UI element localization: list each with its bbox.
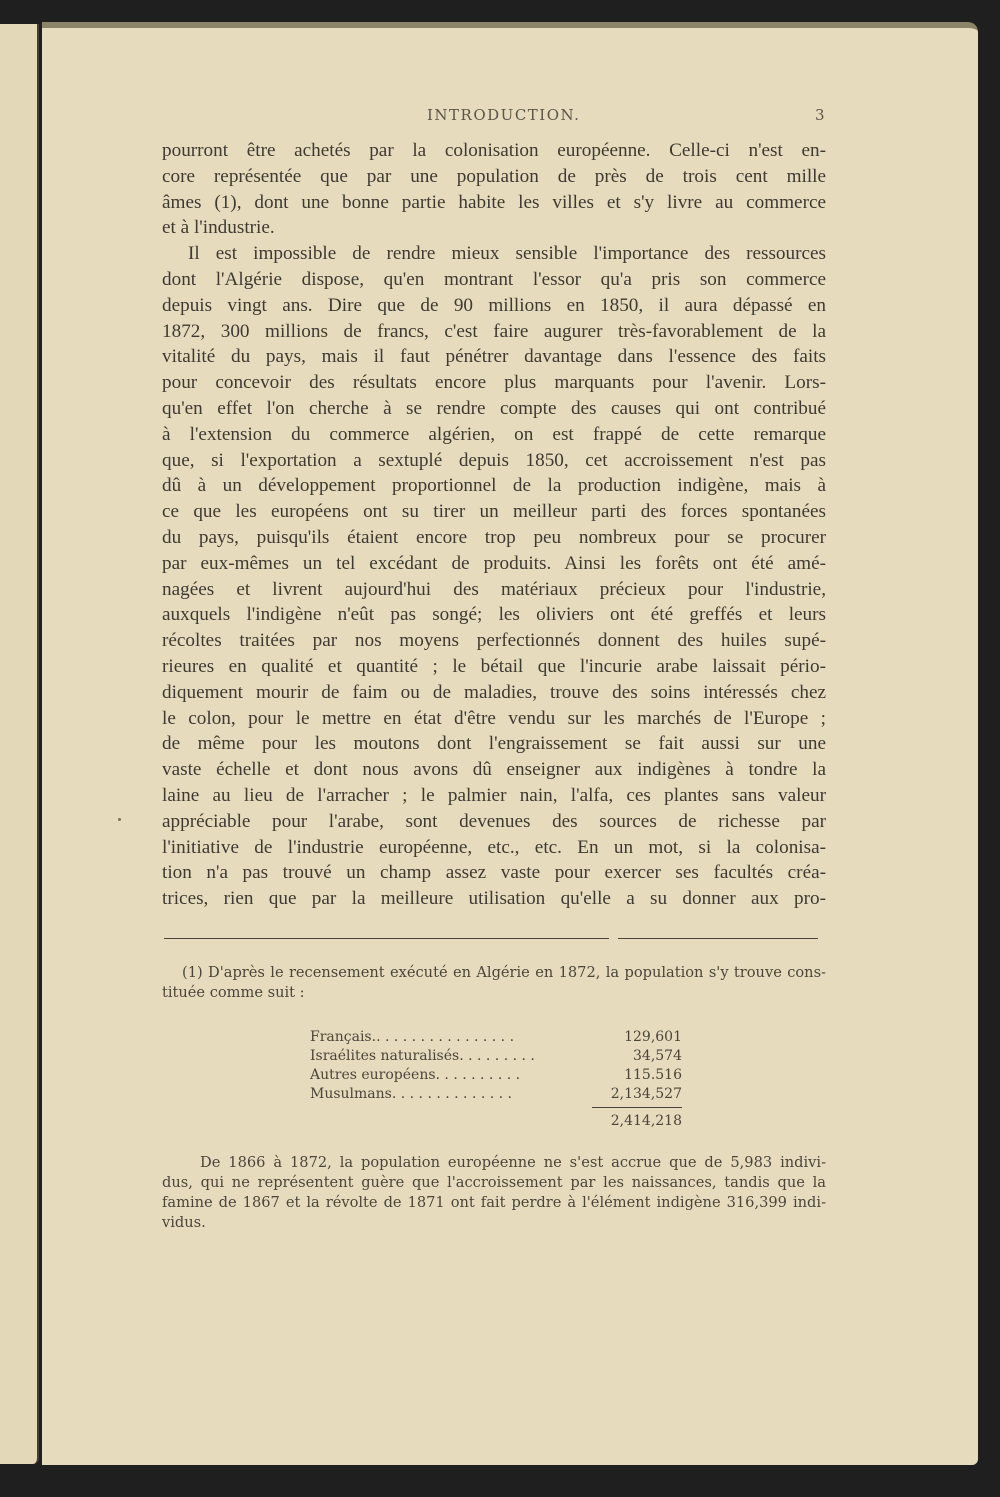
table-row: [310, 1028, 682, 1047]
text-line: que, si l'exportation a sextuplé depuis 1850, cet accroissement n'est pas: [162, 449, 826, 471]
row-label: Autres européens. . . . . . . . . .: [310, 1067, 521, 1083]
total-value: 2,414,218: [610, 1113, 682, 1129]
footnote-line: tituée comme suit :: [162, 984, 305, 1001]
text-line: Il est impossible de rendre mieux sensible l'importance des ressources: [188, 243, 826, 265]
text-line: diquement mourir de faim ou de maladies, trouve des soins intéressés chez: [162, 681, 826, 703]
text-line: à l'extension du commerce algérien, on est frappé de cette remarque: [162, 423, 826, 445]
text-line: vaste échelle et dont nous avons dû enseigner aux indigènes à tondre la: [162, 759, 826, 781]
text-line: appréciable pour l'arabe, sont devenues des sources de richesse par: [162, 810, 826, 832]
footnote-line: De 1866 à 1872, la population européenne ne s'est accrue que de 5,983 indivi-: [200, 1154, 826, 1171]
sum-rule: [592, 1107, 682, 1108]
text-line: qu'en effet l'on cherche à se rendre compte des causes qui ont contribué: [162, 397, 826, 419]
text-line: par eux-mêmes un tel excédant de produits. Ainsi les forêts ont été amé-: [162, 552, 826, 574]
footnote-line: vidus.: [162, 1214, 206, 1231]
facing-page-edge: [0, 24, 39, 1464]
text-line: dont l'Algérie dispose, qu'en montrant l'essor qu'a pris son commerce: [162, 268, 826, 290]
page-number: 3: [815, 106, 825, 124]
book-page: [42, 22, 978, 1465]
table-row: [310, 1085, 682, 1104]
text-line: depuis vingt ans. Dire que de 90 millions en 1850, il aura dépassé en: [162, 294, 826, 316]
text-line: auxquels l'indigène n'eût pas songé; les oliviers ont été greffés et leurs: [162, 604, 826, 626]
paragraph-1: [162, 138, 826, 241]
text-line: l'initiative de l'industrie européenne, etc., etc. En un mot, si la colonisa-: [162, 836, 826, 858]
text-line: rieures en qualité et quantité ; le bétail que l'incurie arabe laissait pério-: [162, 655, 826, 677]
row-value: 115.516: [624, 1067, 682, 1083]
text-line: dû à un développement proportionnel de la production indigène, mais à: [162, 475, 826, 497]
text-line: pour concevoir des résultats encore plus marquants pour l'avenir. Lors-: [162, 372, 826, 394]
running-head: INTRODUCTION.: [427, 106, 581, 124]
text-line: le colon, pour le mettre en état d'être vendu sur les marchés de l'Europe ;: [162, 707, 826, 729]
row-label: Musulmans. . . . . . . . . . . . . .: [310, 1086, 513, 1102]
paragraph-2: [162, 241, 826, 912]
text-line: récoltes traitées par nos moyens perfectionnés donnent des huiles supé-: [162, 630, 826, 652]
text-line: nagées et livrent aujourd'hui des matériaux précieux pour l'industrie,: [162, 578, 826, 600]
row-value: 2,134,527: [610, 1086, 682, 1102]
footnote-note: [162, 1153, 826, 1233]
footnote-rule-left: [164, 938, 609, 939]
text-line: core représentée que par une population de près de trois cent mille: [162, 165, 826, 187]
text-line: tion n'a pas trouvé un champ assez vaste pour exercer ses facultés créa-: [162, 862, 826, 884]
text-line: 1872, 300 millions de francs, c'est faire augurer très-favorablement de la: [162, 320, 826, 342]
text-line: âmes (1), dont une bonne partie habite les villes et s'y livre au commerce: [162, 191, 826, 213]
text-line: laine au lieu de l'arracher ; le palmier nain, l'alfa, ces plantes sans valeur: [162, 784, 826, 806]
row-label: Français.. . . . . . . . . . . . . . . .: [310, 1029, 515, 1045]
text-line: ce que les européens ont su tirer un meilleur parti des forces spontanées: [162, 501, 826, 523]
row-value: 129,601: [624, 1029, 682, 1045]
text-line: de même pour les moutons dont l'engraissement se fait aussi sur une: [162, 733, 826, 755]
footnote-rule-right: [618, 938, 818, 939]
footnote: [162, 963, 826, 1003]
paper-speck: [118, 818, 121, 821]
text-line: vitalité du pays, mais il faut pénétrer davantage dans l'essence des faits: [162, 346, 826, 368]
table-row: [310, 1047, 682, 1066]
footnote-line: dus, qui ne représentent guère que l'accroissement par les naissances, tandis que la: [162, 1174, 826, 1191]
main-text: [162, 138, 826, 912]
population-table: [310, 1028, 682, 1131]
row-value: 34,574: [633, 1048, 682, 1064]
text-line: pourront être achetés par la colonisation européenne. Celle-ci n'est en-: [162, 140, 826, 161]
table-row: [310, 1066, 682, 1085]
footnote-line: (1) D'après le recensement exécuté en Algérie en 1872, la population s'y trouve cons-: [182, 964, 826, 981]
text-line: et à l'industrie.: [162, 217, 275, 239]
text-line: du pays, puisqu'ils étaient encore trop peu nombreux pour se procurer: [162, 526, 826, 548]
footnote-line: famine de 1867 et la révolte de 1871 ont fait perdre à l'élément indigène 316,399 indi-: [162, 1194, 826, 1211]
text-line: trices, rien que par la meilleure utilisation qu'elle a su donner aux pro-: [162, 888, 826, 910]
table-total-row: [310, 1112, 682, 1131]
row-label: Israélites naturalisés. . . . . . . . .: [310, 1048, 535, 1064]
